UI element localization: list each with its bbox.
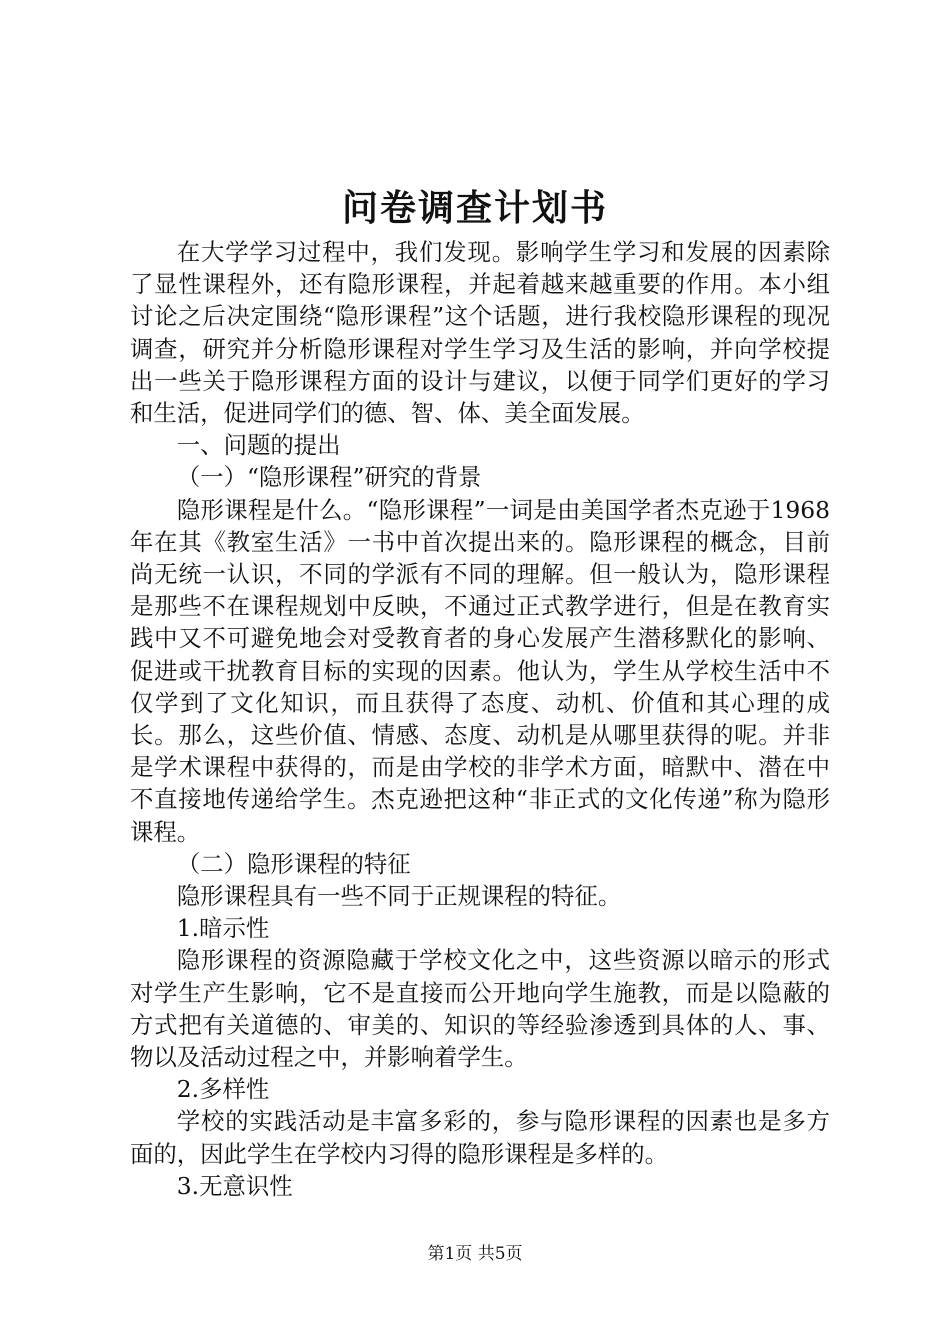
document-body (130, 236, 830, 1202)
subsection-heading-2: （二）隐形课程的特征 (176, 849, 411, 878)
features-intro-paragraph: 隐形课程具有一些不同于正规课程的特征。 (176, 882, 622, 911)
document-title: 问卷调查计划书 (341, 187, 608, 229)
section-heading-1: 一、问题的提出 (176, 431, 341, 460)
intro-paragraph: 在大学学习过程中，我们发现。影响学生学习和发展的因素除了显性课程外，还有隐形课程，并起着越来越重要的作用。本小组讨论之后决定围绕“隐形课程”这个话题，进行我校隐形课程的现况调查，研究并分析隐形课程对学生学习及生活的影响，并向学校提出一些关于隐形课程方面的设计与建议，以便于同学们更好的学习和生活，促进同学们的德、智、体、美全面发展。 (130, 238, 830, 428)
background-paragraph: 隐形课程是什么。“隐形课程”一词是由美国学者杰克逊于1968年在其《教室生活》一书中首次提出来的。隐形课程的概念，目前尚无统一认识，不同的学派有不同的理解。但一般认为，隐形课程是那些不在课程规划中反映，不通过正式教学进行，但是在教育实践中又不可避免地会对受教育者的身心发展产生潜移默化的影响、促进或干扰教育目标的实现的因素。他认为，学生从学校生活中不仅学到了文化知识，而且获得了态度、动机、价值和其心理的成长。那么，这些价值、情感、态度、动机是从哪里获得的呢。并非是学术课程中获得的，而是由学校的非学术方面，暗默中、潜在中不直接地传递给学生。杰克逊把这种“非正式的文化传递”称为隐形课程。 (130, 495, 830, 846)
feature-paragraph-2: 学校的实践活动是丰富多彩的，参与隐形课程的因素也是多方面的，因此学生在学校内习得的隐形课程是多样的。 (130, 1107, 830, 1168)
feature-paragraph-1: 隐形课程的资源隐藏于学校文化之中，这些资源以暗示的形式对学生产生影响，它不是直接而公开地向学生施教，而是以隐蔽的方式把有关道德的、审美的、知识的等经验渗透到具体的人、事、物以及活动过程之中，并影响着学生。 (130, 946, 830, 1072)
feature-heading-3: 3.无意识性 (176, 1171, 293, 1200)
feature-heading-1: 1.暗示性 (176, 914, 270, 943)
subsection-heading-1: （一）“隐形课程”研究的背景 (176, 463, 482, 492)
page-footer: 第1页 共5页 (427, 1244, 523, 1264)
feature-heading-2: 2.多样性 (176, 1075, 270, 1104)
